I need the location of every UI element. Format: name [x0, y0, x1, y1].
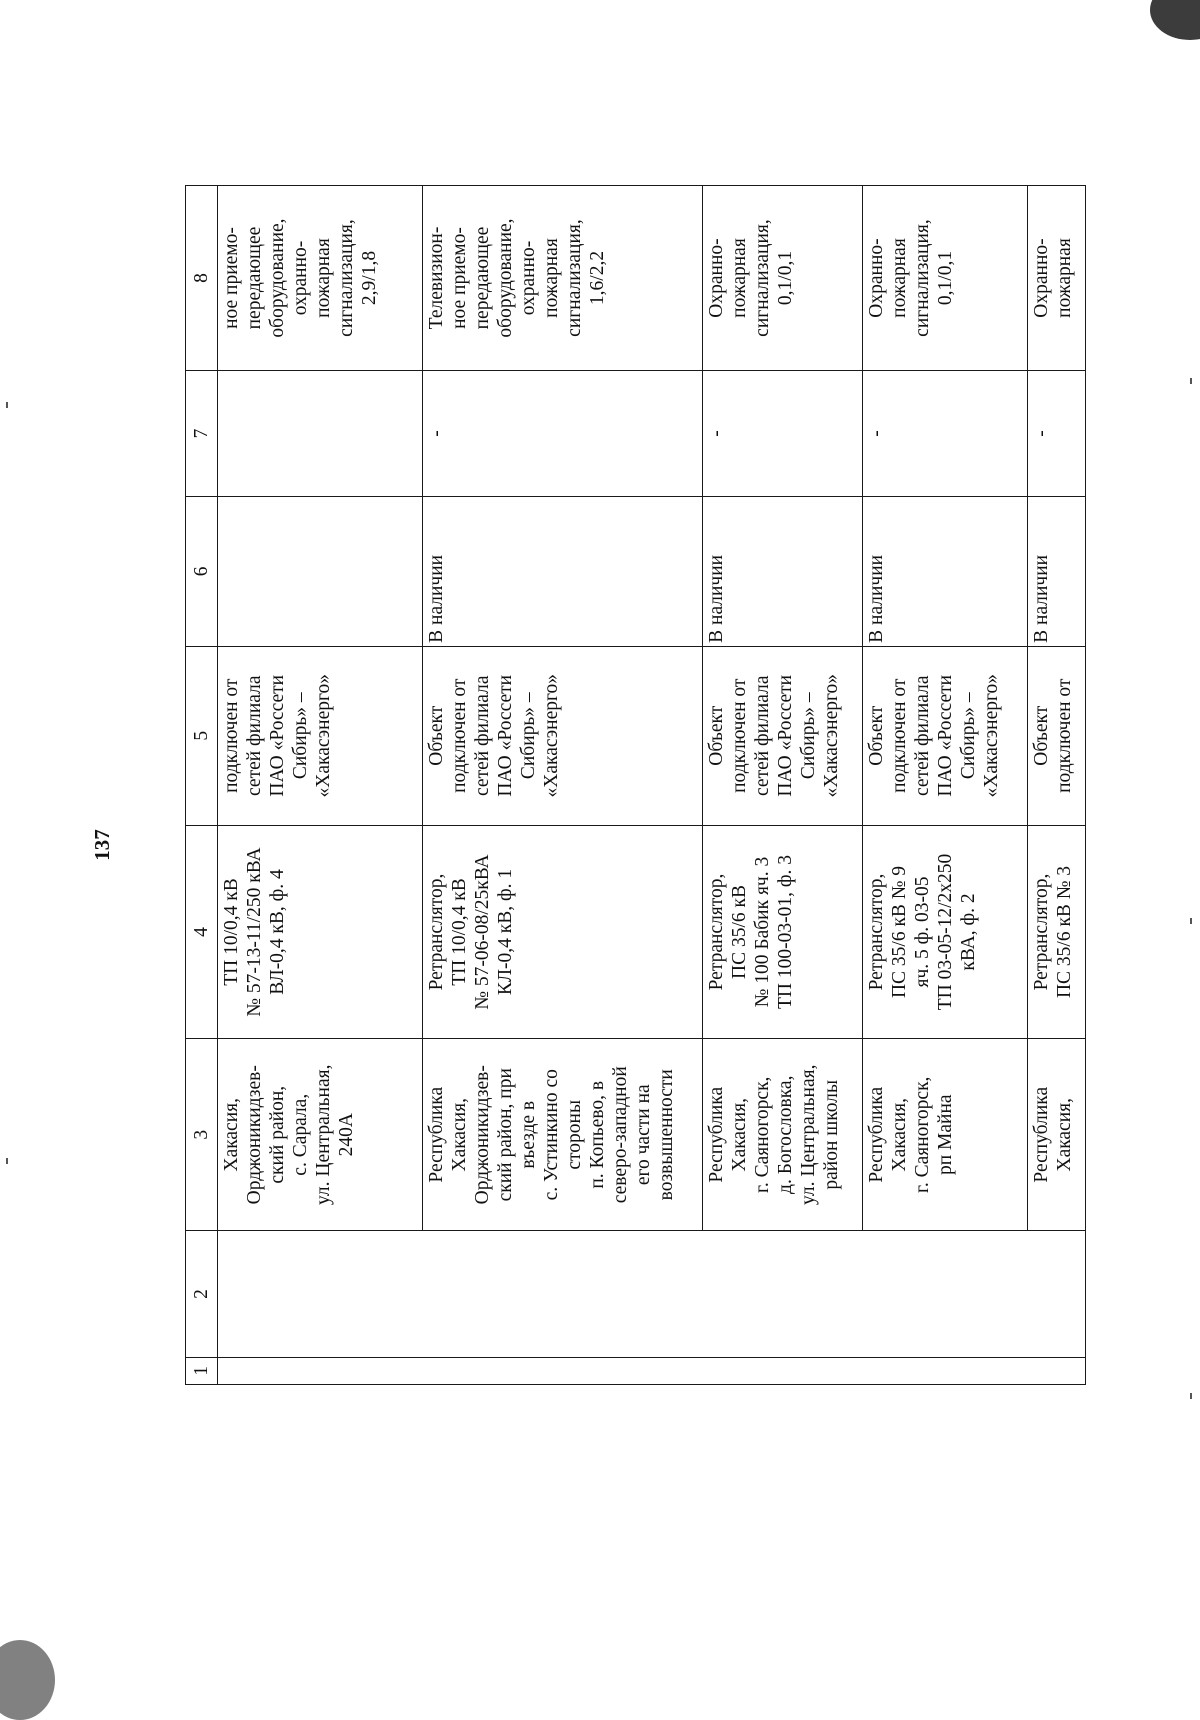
header-col-5: 5: [186, 646, 218, 825]
header-col-4: 4: [186, 825, 218, 1039]
cell-equipment: Охранно- пожарная сигнализация, 0,1/0,1: [863, 186, 1028, 371]
cell-power-source: Объект подключен от сетей филиала ПАО «Россети Сибирь» – «Хакасэнерго»: [423, 646, 703, 825]
table-row: [703, 186, 863, 1385]
header-col-8: 8: [186, 186, 218, 371]
cell-col-2: [218, 1231, 1086, 1358]
table-row: [863, 186, 1028, 1385]
scan-speck: [6, 402, 8, 408]
cell-col-7: -: [703, 371, 863, 497]
cell-availability: В наличии: [863, 496, 1028, 646]
cell-equipment: ное приемо- передающее оборудование, охранно- пожарная сигнализация, 2,9/1,8: [218, 186, 423, 371]
cell-availability: В наличии: [703, 496, 863, 646]
cell-col-7: -: [1028, 371, 1086, 497]
cell-power-source: Объект подключен от: [1028, 646, 1086, 825]
cell-col-7: -: [423, 371, 703, 497]
header-col-7: 7: [186, 371, 218, 497]
table-row: [423, 186, 703, 1385]
cell-col-7: -: [863, 371, 1028, 497]
cell-col-1: [218, 1357, 1086, 1384]
register-table: [185, 185, 1086, 1385]
table-row: [218, 186, 423, 1385]
cell-address: Республика Хакасия, г. Саяногорск, рп Майна: [863, 1039, 1028, 1231]
cell-power-source: Объект подключен от сетей филиала ПАО «Россети Сибирь» – «Хакасэнерго»: [703, 646, 863, 825]
cell-substation: ТП 10/0,4 кВ № 57-13-11/250 кВА ВЛ-0,4 кВ, ф. 4: [218, 825, 423, 1039]
cell-availability: [218, 496, 423, 646]
cell-address: Республика Хакасия,: [1028, 1039, 1086, 1231]
cell-substation: Ретранслятор, ПС 35/6 кВ № 3: [1028, 825, 1086, 1039]
header-row: [186, 186, 218, 1385]
scan-smudge: [0, 1640, 55, 1720]
cell-availability: В наличии: [1028, 496, 1086, 646]
cell-power-source: Объект подключен от сетей филиала ПАО «Россети Сибирь» – «Хакасэнерго»: [863, 646, 1028, 825]
header-col-6: 6: [186, 496, 218, 646]
cell-availability: В наличии: [423, 496, 703, 646]
cell-power-source: подключен от сетей филиала ПАО «Россети Сибирь» – «Хакасэнерго»: [218, 646, 423, 825]
cell-equipment: Охранно- пожарная: [1028, 186, 1086, 371]
rotated-table-container: [185, 185, 1086, 1385]
cell-col-7: [218, 371, 423, 497]
scan-speck: [1190, 918, 1192, 924]
cell-address: Республика Хакасия, Орджоникидзев- ский район, при въезде в с. Устинкино со стороны п. Копьево, в северо-западной его части на возвышенности: [423, 1039, 703, 1231]
cell-equipment: Телевизион- ное приемо- передающее оборудование, охранно- пожарная сигнализация, 1,6/2,2: [423, 186, 703, 371]
cell-address: Республика Хакасия, г. Саяногорск, д. Богословка, ул. Центральная, район школы: [703, 1039, 863, 1231]
cell-substation: Ретранслятор, ТП 10/0,4 кВ № 57-06-08/25кВА КЛ-0,4 кВ, ф. 1: [423, 825, 703, 1039]
header-col-3: 3: [186, 1039, 218, 1231]
scan-speck: [1190, 378, 1192, 384]
header-col-1: 1: [186, 1357, 218, 1384]
cell-substation: Ретранслятор, ПС 35/6 кВ № 9 яч. 5 ф. 03-05 ТП 03-05-12/2х250 кВА, ф. 2: [863, 825, 1028, 1039]
scan-speck: [6, 1158, 8, 1164]
header-col-2: 2: [186, 1231, 218, 1358]
scan-smudge: [1150, 0, 1200, 40]
cell-substation: Ретранслятор, ПС 35/6 кВ № 100 Бабик яч. 3 ТП 100-03-01, ф. 3: [703, 825, 863, 1039]
page-number: 137: [90, 829, 114, 861]
table-row: [1028, 186, 1086, 1385]
cell-address: Хакасия, Орджоникидзев- ский район, с. Сарала, ул. Центральная, 240А: [218, 1039, 423, 1231]
scan-speck: [1190, 1393, 1192, 1399]
cell-equipment: Охранно- пожарная сигнализация, 0,1/0,1: [703, 186, 863, 371]
